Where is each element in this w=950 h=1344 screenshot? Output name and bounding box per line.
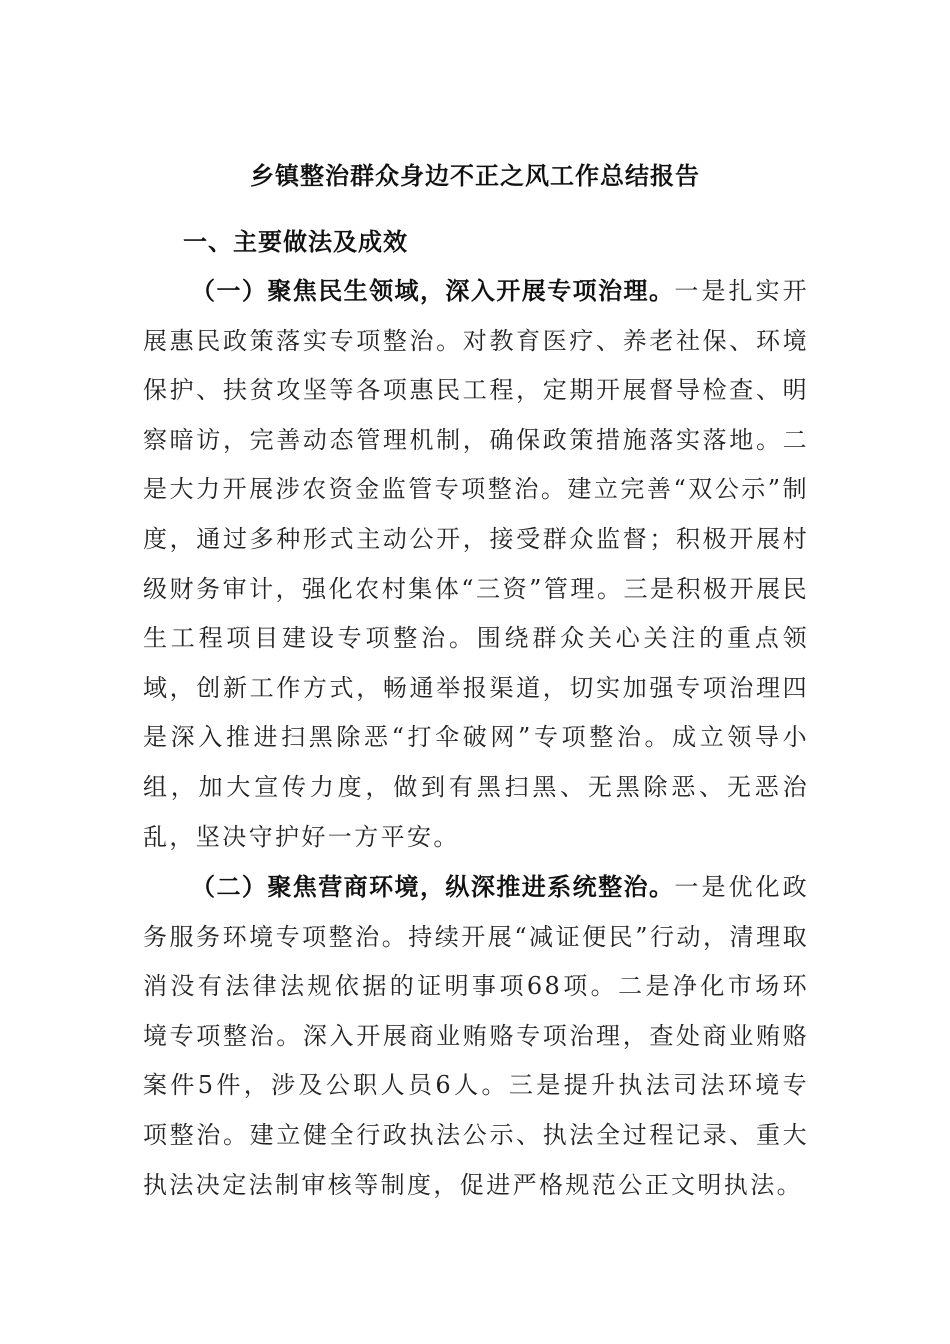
paragraph-1-lead: （一）聚焦民生领域，深入开展专项治理。 — [191, 276, 675, 305]
paragraph-1 — [143, 266, 809, 862]
paragraph-2 — [143, 862, 809, 1210]
paragraph-1-text: 一是扎实开展惠民政策落实专项整治。对教育医疗、养老社保、环境保护、扶贫攻坚等各项惠民工程，定期开展督导检查、明察暗访，完善动态管理机制，确保政策措施落实落地。二是大力开展涉农资金监管专项整治。建立完善“双公示”制度，通过多种形式主动公开，接受群众监督；积极开展村级财务审计，强化农村集体“三资”管理。三是积极开展民生工程项目建设专项整治。围绕群众关心关注的重点领域，创新工作方式，畅通举报渠道，切实加强专项治理四是深入推进扫黑除恶“打伞破网”专项整治。成立领导小组，加大宣传力度，做到有黑扫黑、无黑除恶、无恶治乱，坚决守护好一方平安。 — [143, 277, 809, 851]
paragraph-2-lead: （二）聚焦营商环境，纵深推进系统整治。 — [191, 872, 675, 901]
document-title: 乡镇整治群众身边不正之风工作总结报告 — [250, 161, 700, 190]
section-heading: 一、主要做法及成效 — [183, 227, 408, 256]
paragraph-2-text: 一是优化政务服务环境专项整治。持续开展“减证便民”行动，清理取消没有法律法规依据的证明事项68项。二是净化市场环境专项整治。深入开展商业贿赂专项治理，查处商业贿赂案件5件，涉及公职人员6人。三是提升执法司法环境专项整治。建立健全行政执法公示、执法全过程记录、重大执法决定法制审核等制度，促进严格规范公正文明执法。 — [143, 873, 809, 1199]
